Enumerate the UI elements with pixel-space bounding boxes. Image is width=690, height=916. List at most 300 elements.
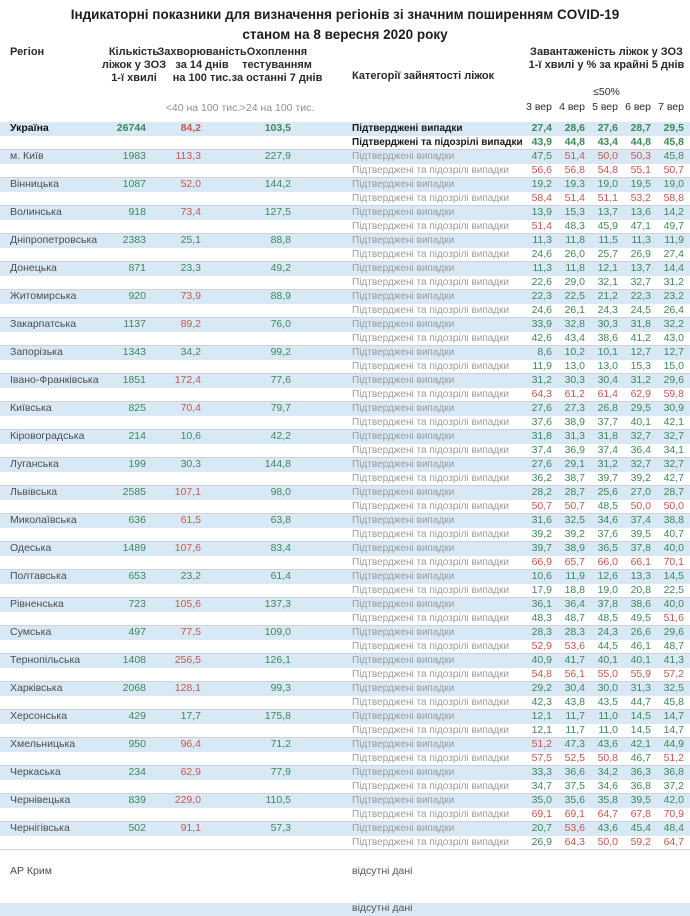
region-row-suspected bbox=[0, 584, 690, 598]
occupancy-value: 38,9 bbox=[564, 415, 585, 428]
category-label: Підтверджені випадки bbox=[352, 795, 455, 807]
occupancy-value: 49,7 bbox=[663, 219, 684, 232]
occupancy-value: 19,0 bbox=[663, 178, 684, 191]
occupancy-value: 36,3 bbox=[630, 766, 651, 779]
testing-value: 126,1 bbox=[264, 654, 291, 667]
occupancy-value: 58,4 bbox=[531, 191, 552, 204]
region-name: Чернівецька bbox=[10, 794, 71, 807]
category-label: Підтверджені випадки bbox=[352, 683, 455, 695]
category-label: Підтверджені та підозрілі випадки bbox=[352, 416, 510, 428]
occupancy-value: 12,7 bbox=[663, 346, 684, 359]
occupancy-value: 61,2 bbox=[564, 387, 585, 400]
occupancy-value: 26,9 bbox=[630, 247, 651, 260]
region-row-confirmed bbox=[0, 122, 690, 136]
occupancy-value: 50,8 bbox=[597, 751, 618, 764]
occupancy-threshold-label: ≤50% bbox=[593, 86, 620, 98]
testing-value: 88,8 bbox=[270, 234, 291, 247]
occupancy-value: 15,3 bbox=[564, 206, 585, 219]
region-row-suspected bbox=[0, 668, 690, 682]
incidence-value: 34,2 bbox=[180, 346, 201, 359]
occupancy-value: 28,6 bbox=[564, 122, 585, 135]
day-header: 6 вер bbox=[625, 101, 651, 113]
category-label: Підтверджені та підозрілі випадки bbox=[352, 304, 510, 316]
incidence-value: 172,4 bbox=[174, 374, 201, 387]
occupancy-value: 26,9 bbox=[531, 835, 552, 848]
occupancy-value: 48,7 bbox=[564, 611, 585, 624]
beds-value: 950 bbox=[128, 738, 146, 751]
category-label: Підтверджені випадки bbox=[352, 207, 455, 219]
region-row-confirmed bbox=[0, 766, 690, 780]
occupancy-value: 26,8 bbox=[597, 402, 618, 415]
occupancy-value: 41,3 bbox=[663, 654, 684, 667]
region-row-confirmed bbox=[0, 290, 690, 304]
occupancy-value: 34,6 bbox=[597, 779, 618, 792]
region-block bbox=[0, 570, 690, 598]
occupancy-value: 11,3 bbox=[532, 234, 552, 247]
region-block bbox=[0, 654, 690, 682]
region-block bbox=[0, 346, 690, 374]
incidence-value: 128,1 bbox=[174, 682, 201, 695]
incidence-value: 105,6 bbox=[174, 598, 201, 611]
occupancy-value: 43,6 bbox=[597, 738, 618, 751]
beds-value: 199 bbox=[128, 458, 146, 471]
region-row-suspected bbox=[0, 192, 690, 206]
occupancy-value: 54,8 bbox=[531, 667, 552, 680]
occupancy-value: 11,3 bbox=[631, 234, 651, 247]
occupancy-value: 18,8 bbox=[564, 583, 585, 596]
occupancy-value: 64,3 bbox=[564, 835, 585, 848]
occupancy-value: 37,8 bbox=[630, 542, 651, 555]
occupancy-value: 39,5 bbox=[630, 794, 651, 807]
occupancy-value: 11,0 bbox=[598, 723, 618, 736]
incidence-value: 89,2 bbox=[180, 318, 201, 331]
occupancy-value: 19,0 bbox=[597, 583, 618, 596]
incidence-threshold-label: <40 на 100 тис. bbox=[165, 102, 241, 114]
category-label: Підтверджені та підозрілі випадки bbox=[352, 276, 510, 288]
incidence-value: 62,9 bbox=[180, 766, 201, 779]
region-row-suspected bbox=[0, 528, 690, 542]
region-row-confirmed bbox=[0, 374, 690, 388]
occupancy-value: 54,8 bbox=[597, 163, 618, 176]
occupancy-value: 27,6 bbox=[531, 458, 552, 471]
occupancy-value: 56,6 bbox=[531, 163, 552, 176]
beds-value: 723 bbox=[128, 598, 146, 611]
occupancy-value: 29,5 bbox=[663, 122, 684, 135]
occupancy-value: 28,3 bbox=[531, 626, 552, 639]
region-row-confirmed bbox=[0, 318, 690, 332]
occupancy-value: 40,0 bbox=[663, 598, 684, 611]
beds-value: 1343 bbox=[122, 346, 146, 359]
partial-next-row bbox=[0, 903, 690, 916]
occupancy-value: 66,1 bbox=[630, 555, 651, 568]
region-name: Херсонська bbox=[10, 710, 68, 723]
occupancy-value: 66,9 bbox=[531, 555, 552, 568]
occupancy-value: 37,4 bbox=[597, 443, 618, 456]
occupancy-value: 30,4 bbox=[597, 374, 618, 387]
testing-value: 175,8 bbox=[264, 710, 291, 723]
occupancy-value: 59,2 bbox=[630, 835, 651, 848]
occupancy-value: 36,6 bbox=[564, 766, 585, 779]
region-row-suspected bbox=[0, 388, 690, 402]
occupancy-value: 12,1 bbox=[531, 710, 552, 723]
occupancy-value: 24,5 bbox=[630, 303, 651, 316]
region-row-suspected bbox=[0, 332, 690, 346]
occupancy-value: 61,4 bbox=[597, 387, 618, 400]
occupancy-value: 22,3 bbox=[531, 290, 552, 303]
region-row-suspected bbox=[0, 752, 690, 766]
occupancy-value: 28,7 bbox=[663, 486, 684, 499]
occupancy-value: 47,3 bbox=[564, 738, 585, 751]
occupancy-value: 40,1 bbox=[630, 415, 651, 428]
occupancy-value: 19,5 bbox=[630, 178, 651, 191]
region-row-confirmed bbox=[0, 402, 690, 416]
region-name: Дніпропетровська bbox=[10, 234, 98, 247]
category-label: Підтверджені випадки bbox=[352, 263, 455, 275]
region-name: Львівська bbox=[10, 486, 58, 499]
occupancy-value: 34,7 bbox=[531, 779, 552, 792]
occupancy-value: 22,3 bbox=[630, 290, 651, 303]
occupancy-value: 31,3 bbox=[564, 430, 585, 443]
beds-value: 918 bbox=[128, 206, 146, 219]
occupancy-value: 47,1 bbox=[630, 219, 651, 232]
region-row-confirmed bbox=[0, 794, 690, 808]
occupancy-value: 42,0 bbox=[663, 794, 684, 807]
region-block bbox=[0, 794, 690, 822]
category-label: Підтверджені випадки bbox=[352, 823, 455, 835]
region-row-confirmed bbox=[0, 206, 690, 220]
category-label: Підтверджені випадки bbox=[352, 151, 455, 163]
occupancy-value: 42,1 bbox=[663, 415, 684, 428]
category-label: Підтверджені та підозрілі випадки bbox=[352, 248, 510, 260]
occupancy-value: 17,9 bbox=[531, 583, 552, 596]
region-row-suspected bbox=[0, 220, 690, 234]
occupancy-value: 31,8 bbox=[531, 430, 552, 443]
region-name: Одеська bbox=[10, 542, 52, 555]
incidence-value: 73,4 bbox=[180, 206, 201, 219]
region-block bbox=[0, 262, 690, 290]
region-name: м. Київ bbox=[10, 150, 44, 163]
occupancy-value: 11,7 bbox=[565, 723, 585, 736]
occupancy-value: 20,8 bbox=[630, 583, 651, 596]
occupancy-value: 42,1 bbox=[630, 738, 651, 751]
table-body bbox=[0, 122, 690, 916]
occupancy-value: 11,8 bbox=[565, 262, 585, 275]
region-name: Рівненська bbox=[10, 598, 64, 611]
occupancy-value: 52,5 bbox=[564, 751, 585, 764]
testing-value: 79,7 bbox=[270, 402, 291, 415]
category-label: Підтверджені випадки bbox=[352, 515, 455, 527]
category-label: Підтверджені та підозрілі випадки bbox=[352, 332, 510, 344]
region-block bbox=[0, 178, 690, 206]
occupancy-value: 51,4 bbox=[564, 150, 585, 163]
testing-value: 227,9 bbox=[264, 150, 291, 163]
occupancy-value: 69,1 bbox=[564, 807, 585, 820]
occupancy-value: 39,5 bbox=[630, 527, 651, 540]
occupancy-value: 64,7 bbox=[597, 807, 618, 820]
occupancy-value: 32,7 bbox=[663, 430, 684, 443]
testing-value: 109,0 bbox=[264, 626, 291, 639]
occupancy-value: 30,3 bbox=[564, 374, 585, 387]
category-label: Підтверджені та підозрілі випадки bbox=[352, 500, 510, 512]
occupancy-value: 22,5 bbox=[663, 583, 684, 596]
region-name: Сумська bbox=[10, 626, 52, 639]
occupancy-value: 11,9 bbox=[664, 234, 684, 247]
occupancy-value: 11,8 bbox=[565, 234, 585, 247]
occupancy-value: 31,2 bbox=[531, 374, 552, 387]
occupancy-value: 13,7 bbox=[597, 206, 618, 219]
occupancy-value: 42,3 bbox=[531, 695, 552, 708]
occupancy-value: 13,0 bbox=[564, 359, 585, 372]
testing-value: 99,3 bbox=[270, 682, 291, 695]
incidence-value: 73,9 bbox=[180, 290, 201, 303]
occupancy-value: 43,0 bbox=[663, 331, 684, 344]
occupancy-value: 41,2 bbox=[630, 331, 651, 344]
occupancy-value: 43,8 bbox=[564, 695, 585, 708]
occupancy-value: 43,4 bbox=[597, 135, 618, 148]
testing-value: 103,5 bbox=[264, 122, 291, 135]
occupancy-value: 48,5 bbox=[597, 499, 618, 512]
category-label: Підтверджені та підозрілі випадки bbox=[352, 724, 510, 736]
region-row-suspected bbox=[0, 808, 690, 822]
occupancy-value: 39,7 bbox=[531, 542, 552, 555]
occupancy-value: 36,4 bbox=[630, 443, 651, 456]
region-row-confirmed bbox=[0, 150, 690, 164]
region-block bbox=[0, 682, 690, 710]
occupancy-value: 14,7 bbox=[663, 710, 684, 723]
category-label: Підтверджені випадки bbox=[352, 347, 455, 359]
occupancy-value: 11,0 bbox=[598, 710, 618, 723]
region-row-confirmed bbox=[0, 514, 690, 528]
occupancy-value: 39,2 bbox=[564, 527, 585, 540]
region-row-confirmed bbox=[0, 458, 690, 472]
category-label: Підтверджені випадки bbox=[352, 711, 455, 723]
occupancy-value: 66,0 bbox=[597, 555, 618, 568]
category-label: Підтверджені випадки bbox=[352, 291, 455, 303]
occupancy-value: 40,1 bbox=[597, 654, 618, 667]
occupancy-value: 38,9 bbox=[564, 542, 585, 555]
testing-value: 88,9 bbox=[270, 290, 291, 303]
occupancy-value: 50,7 bbox=[663, 163, 684, 176]
occupancy-value: 10,1 bbox=[597, 346, 618, 359]
occupancy-value: 62,9 bbox=[630, 387, 651, 400]
occupancy-value: 50,3 bbox=[630, 150, 651, 163]
category-label: Підтверджені та підозрілі випадки bbox=[352, 388, 510, 400]
region-block bbox=[0, 458, 690, 486]
beds-value: 26744 bbox=[116, 122, 146, 135]
incidence-value: 256,5 bbox=[174, 654, 201, 667]
occupancy-value: 37,8 bbox=[597, 598, 618, 611]
testing-value: 83,4 bbox=[270, 542, 291, 555]
region-row-suspected bbox=[0, 248, 690, 262]
occupancy-value: 48,3 bbox=[531, 611, 552, 624]
incidence-value: 96,4 bbox=[180, 738, 201, 751]
region-name: Кіровоградська bbox=[10, 430, 85, 443]
category-label: Підтверджені випадки bbox=[352, 599, 455, 611]
occupancy-value: 31,3 bbox=[630, 682, 651, 695]
occupancy-value: 45,4 bbox=[630, 822, 651, 835]
occupancy-value: 19,0 bbox=[597, 178, 618, 191]
occupancy-value: 32,5 bbox=[663, 682, 684, 695]
incidence-value: 107,6 bbox=[174, 542, 201, 555]
region-block bbox=[0, 766, 690, 794]
incidence-value: 91,1 bbox=[180, 822, 201, 835]
category-label: Підтверджені та підозрілі випадки bbox=[352, 640, 510, 652]
occupancy-value: 43,5 bbox=[597, 695, 618, 708]
beds-value: 871 bbox=[128, 262, 146, 275]
occupancy-value: 30,3 bbox=[597, 318, 618, 331]
region-name: Черкаська bbox=[10, 766, 61, 779]
incidence-value: 25,1 bbox=[180, 234, 201, 247]
testing-value: 77,9 bbox=[270, 766, 291, 779]
region-block bbox=[0, 514, 690, 542]
region-block bbox=[0, 150, 690, 178]
incidence-value: 107,1 bbox=[174, 486, 201, 499]
occupancy-value: 40,1 bbox=[630, 654, 651, 667]
category-label: Підтверджені випадки bbox=[352, 627, 455, 639]
incidence-value: 30,3 bbox=[180, 458, 201, 471]
occupancy-value: 13,7 bbox=[630, 262, 651, 275]
occupancy-value: 33,3 bbox=[531, 766, 552, 779]
testing-value: 144,2 bbox=[264, 178, 291, 191]
occupancy-value: 36,8 bbox=[630, 779, 651, 792]
category-label: Підтверджені та підозрілі випадки bbox=[352, 136, 523, 148]
occupancy-value: 46,7 bbox=[630, 751, 651, 764]
occupancy-value: 42,7 bbox=[663, 471, 684, 484]
region-name: Донецька bbox=[10, 262, 57, 275]
region-name: Україна bbox=[10, 122, 49, 135]
occupancy-value: 12,1 bbox=[531, 723, 552, 736]
occupancy-value: 57,5 bbox=[531, 751, 552, 764]
occupancy-value: 31,6 bbox=[531, 514, 552, 527]
category-label: Підтверджені та підозрілі випадки bbox=[352, 612, 510, 624]
occupancy-value: 10,2 bbox=[564, 346, 585, 359]
occupancy-value: 28,3 bbox=[564, 626, 585, 639]
occupancy-value: 64,3 bbox=[531, 387, 552, 400]
category-label: Підтверджені випадки bbox=[352, 375, 455, 387]
occupancy-value: 70,9 bbox=[663, 807, 684, 820]
occupancy-value: 25,7 bbox=[597, 247, 618, 260]
occupancy-value: 43,4 bbox=[564, 331, 585, 344]
occupancy-value: 53,2 bbox=[630, 191, 651, 204]
region-row-confirmed bbox=[0, 430, 690, 444]
occupancy-value: 33,9 bbox=[531, 318, 552, 331]
category-label: Підтверджені та підозрілі випадки bbox=[352, 444, 510, 456]
occupancy-value: 48,4 bbox=[663, 822, 684, 835]
occupancy-value: 27,6 bbox=[531, 402, 552, 415]
beds-value: 2383 bbox=[122, 234, 146, 247]
region-row-suspected bbox=[0, 500, 690, 514]
incidence-value: 229,0 bbox=[174, 794, 201, 807]
category-label: Підтверджені та підозрілі випадки bbox=[352, 808, 510, 820]
occupancy-value: 58,8 bbox=[663, 191, 684, 204]
occupancy-value: 32,8 bbox=[564, 318, 585, 331]
region-row-suspected bbox=[0, 136, 690, 150]
occupancy-value: 51,4 bbox=[531, 219, 552, 232]
occupancy-value: 56,8 bbox=[564, 163, 585, 176]
occupancy-value: 52,9 bbox=[531, 639, 552, 652]
region-name: АР Крим bbox=[10, 865, 52, 877]
region-name: Хмельницька bbox=[10, 738, 76, 751]
occupancy-value: 37,2 bbox=[663, 779, 684, 792]
region-row-confirmed bbox=[0, 346, 690, 360]
occupancy-value: 23,2 bbox=[663, 290, 684, 303]
occupancy-value: 11,5 bbox=[598, 234, 618, 247]
occupancy-value: 44,8 bbox=[630, 135, 651, 148]
col-header-incidence: Захворюваність за 14 днів на 100 тис. bbox=[157, 46, 247, 84]
region-row-confirmed bbox=[0, 570, 690, 584]
category-label: Підтверджені та підозрілі випадки bbox=[352, 752, 510, 764]
title-line2: станом на 8 вересня 2020 року bbox=[242, 27, 448, 42]
occupancy-value: 55,9 bbox=[630, 667, 651, 680]
occupancy-value: 22,6 bbox=[531, 275, 552, 288]
occupancy-value: 32,7 bbox=[630, 458, 651, 471]
category-label: Підтверджені випадки bbox=[352, 403, 455, 415]
category-label: Підтверджені випадки bbox=[352, 235, 455, 247]
occupancy-value: 57,2 bbox=[663, 667, 684, 680]
region-block bbox=[0, 374, 690, 402]
occupancy-value: 37,6 bbox=[597, 527, 618, 540]
day-header: 4 вер bbox=[559, 101, 585, 113]
occupancy-value: 48,5 bbox=[597, 611, 618, 624]
occupancy-value: 55,0 bbox=[597, 667, 618, 680]
testing-value: 71,2 bbox=[270, 738, 291, 751]
testing-value: 76,0 bbox=[270, 318, 291, 331]
occupancy-value: 37,5 bbox=[564, 779, 585, 792]
region-row-suspected bbox=[0, 724, 690, 738]
category-label: Підтверджені випадки bbox=[352, 571, 455, 583]
occupancy-value: 14,5 bbox=[630, 723, 651, 736]
occupancy-value: 70,1 bbox=[663, 555, 684, 568]
beds-value: 429 bbox=[128, 710, 146, 723]
occupancy-value: 13,3 bbox=[630, 570, 651, 583]
occupancy-value: 21,2 bbox=[597, 290, 618, 303]
col-header-occupancy: Завантаженість ліжок у ЗОЗ 1-ї хвилі у % за крайні 5 днів bbox=[528, 46, 685, 71]
occupancy-value: 13,6 bbox=[630, 206, 651, 219]
incidence-value: 61,5 bbox=[180, 514, 201, 527]
category-label: Підтверджені випадки bbox=[352, 543, 455, 555]
incidence-value: 23,3 bbox=[180, 262, 201, 275]
beds-value: 1087 bbox=[122, 178, 146, 191]
region-row-confirmed bbox=[0, 598, 690, 612]
occupancy-value: 20,7 bbox=[531, 822, 552, 835]
occupancy-value: 34,6 bbox=[597, 514, 618, 527]
category-label: Підтверджені випадки bbox=[352, 767, 455, 779]
occupancy-value: 51,2 bbox=[531, 738, 552, 751]
occupancy-value: 27,4 bbox=[531, 122, 552, 135]
beds-value: 653 bbox=[128, 570, 146, 583]
occupancy-value: 24,6 bbox=[531, 247, 552, 260]
region-block bbox=[0, 486, 690, 514]
region-row-confirmed bbox=[0, 654, 690, 668]
region-row-suspected bbox=[0, 472, 690, 486]
region-row-suspected bbox=[0, 164, 690, 178]
occupancy-value: 53,6 bbox=[564, 822, 585, 835]
beds-value: 2068 bbox=[122, 682, 146, 695]
occupancy-value: 14,5 bbox=[663, 570, 684, 583]
occupancy-value: 8,6 bbox=[537, 346, 552, 359]
occupancy-value: 44,5 bbox=[597, 639, 618, 652]
occupancy-value: 32,7 bbox=[630, 275, 651, 288]
occupancy-value: 41,7 bbox=[564, 654, 585, 667]
region-name: Полтавська bbox=[10, 570, 67, 583]
region-block bbox=[0, 206, 690, 234]
region-block bbox=[0, 318, 690, 346]
occupancy-value: 14,2 bbox=[663, 206, 684, 219]
incidence-value: 10,6 bbox=[180, 430, 201, 443]
testing-value: 137,3 bbox=[264, 598, 291, 611]
occupancy-value: 34,2 bbox=[597, 766, 618, 779]
occupancy-value: 55,1 bbox=[630, 163, 651, 176]
